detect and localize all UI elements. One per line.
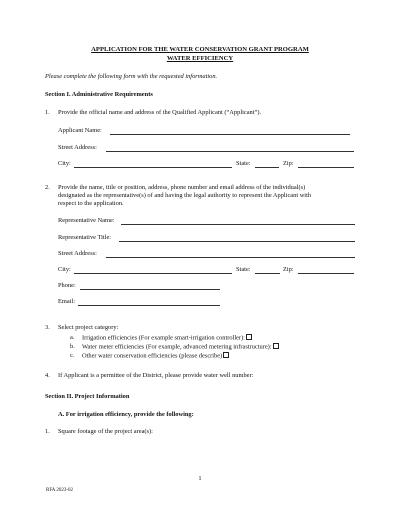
option-b-letter: b. (70, 343, 75, 350)
rep-name-label: Representative Name: (58, 217, 115, 224)
rep-title-field[interactable] (119, 241, 355, 242)
q3-text: Select project category: (58, 324, 119, 331)
rep-state-field[interactable] (255, 273, 280, 274)
option-a-letter: a. (70, 334, 75, 341)
city-label: City: (58, 160, 71, 167)
option-b-label: Water meter efficiencies (For example, advanced metering infrastructure): (82, 343, 279, 352)
rep-city-label: City: (58, 266, 71, 273)
applicant-name-label: Applicant Name: (58, 127, 102, 134)
option-c-checkbox[interactable] (223, 352, 229, 358)
instructions: Please complete the following form with the requested information. (45, 73, 218, 80)
q2-text-line1: Provide the name, title or position, address, phone number and email address of the individual(s) (58, 184, 306, 191)
q4-number: 4. (45, 372, 50, 379)
email-field[interactable] (78, 305, 220, 306)
street-address-label: Street Address: (58, 144, 97, 151)
rep-street-field[interactable] (106, 257, 355, 258)
state-field[interactable] (255, 167, 279, 168)
page-number: 1 (198, 475, 202, 482)
option-b-checkbox[interactable] (273, 343, 279, 349)
option-c-letter: c. (70, 352, 75, 359)
s2-q1-text: Square footage of the project area(s): (58, 428, 153, 435)
zip-field[interactable] (298, 167, 354, 168)
email-label: Email: (58, 298, 76, 305)
section-2-subheading-a: A. For irrigation efficiency, provide the following: (58, 411, 194, 418)
rep-zip-label: Zip: (283, 266, 294, 273)
option-c-label: Other water conservation efficiencies (please describe) (82, 352, 229, 361)
section-2-heading: Section II. Project Information (45, 393, 130, 400)
phone-field[interactable] (80, 289, 220, 290)
q2-text-line3: respect to the application. (58, 200, 124, 207)
form-subtitle: WATER EFFICIENCY (166, 55, 234, 62)
rep-street-label: Street Address: (58, 250, 97, 257)
applicant-name-field[interactable] (110, 134, 350, 135)
rep-title-label: Representative Title: (58, 234, 112, 241)
s2-q1-number: 1. (45, 428, 50, 435)
q4-text: If Applicant is a permittee of the District, please provide water well number: (58, 372, 254, 379)
q1-text: Provide the official name and address of the Qualified Applicant (“Applicant”). (58, 109, 262, 116)
q1-number: 1. (45, 109, 50, 116)
form-id: RFA 2023-02 (46, 488, 73, 493)
rep-state-label: State: (236, 266, 251, 273)
q2-text-line2: designated as the representative(s) of and having the legal authority to represent the Applicant with (58, 192, 312, 199)
rep-city-field[interactable] (74, 273, 232, 274)
street-address-field[interactable] (106, 151, 354, 152)
q3-number: 3. (45, 324, 50, 331)
rep-zip-field[interactable] (298, 273, 354, 274)
option-a-label: Irrigation efficiencies (For example smart-irrigation controller): (82, 334, 252, 343)
city-field[interactable] (74, 167, 232, 168)
rep-name-field[interactable] (121, 224, 355, 225)
phone-label: Phone: (58, 282, 76, 289)
zip-label: Zip: (283, 160, 294, 167)
section-1-heading: Section I. Administrative Requirements (45, 91, 153, 98)
form-title: APPLICATION FOR THE WATER CONSERVATION GRANT PROGRAM (91, 46, 309, 53)
q2-number: 2. (45, 184, 50, 191)
state-label: State: (236, 160, 251, 167)
option-a-checkbox[interactable] (246, 334, 252, 340)
